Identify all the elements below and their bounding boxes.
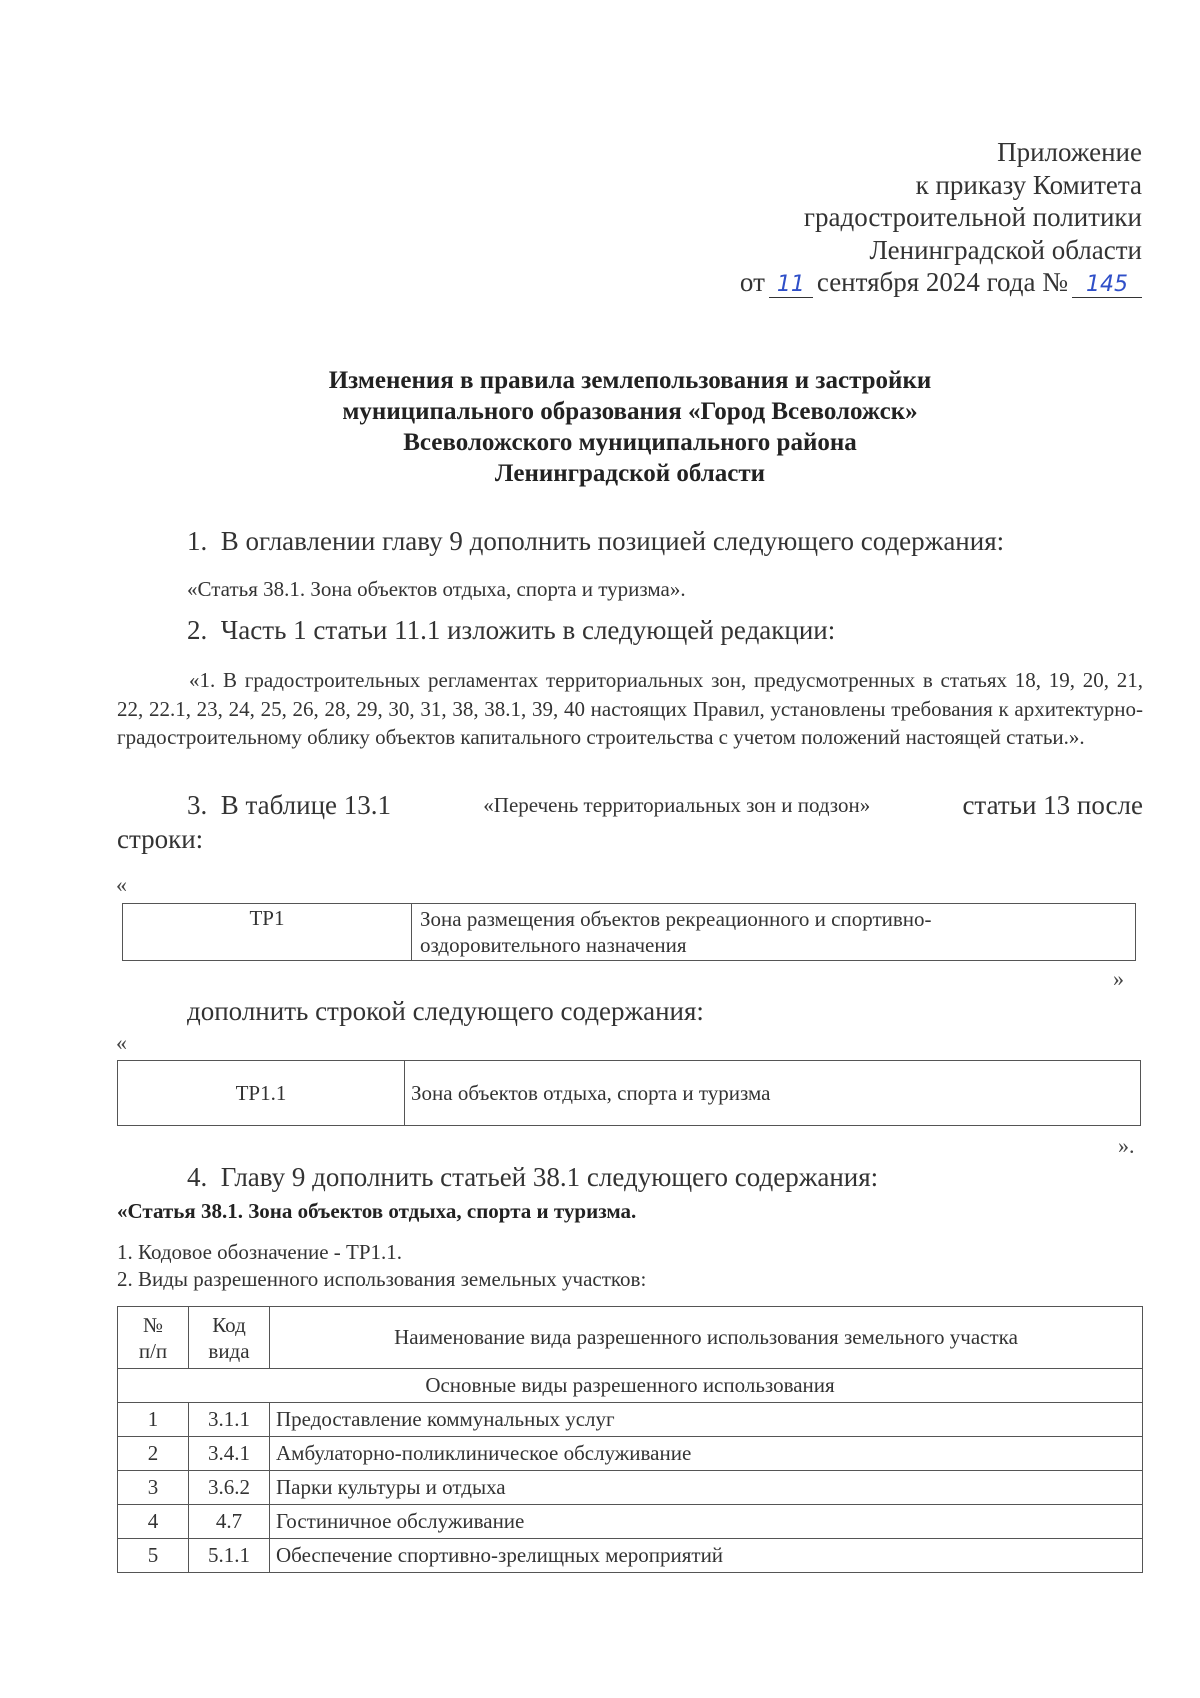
table-row	[118, 1437, 1143, 1471]
table-row	[118, 1539, 1143, 1573]
item-3-suffix: статьи 13 после	[962, 790, 1143, 820]
row-name: Предоставление коммунальных услуг	[270, 1403, 1143, 1437]
title-line-3: Всеволожского муниципального района	[403, 429, 857, 456]
col-header-code-line-1: Код	[212, 1312, 246, 1337]
committee-name: градостроительной политики	[803, 202, 1142, 232]
row-name: Амбулаторно-поликлиническое обслуживание	[270, 1437, 1143, 1471]
quote-close-2: ».	[1118, 1133, 1135, 1158]
row-code: 3.1.1	[189, 1403, 270, 1437]
section-title: Основные виды разрешенного использования	[118, 1369, 1143, 1403]
region-name: Ленинградской области	[869, 234, 1142, 265]
item-3-add-text: дополнить строкой следующего содержания:	[187, 996, 704, 1026]
table-section-row	[118, 1369, 1143, 1403]
row-name: Обеспечение спортивно-зрелищных мероприятий	[270, 1539, 1143, 1573]
item-3-quoted-table-name: «Перечень территориальных зон и подзон»	[483, 793, 871, 817]
col-header-number	[118, 1307, 189, 1369]
item-3-prefix: 3. В таблице 13.1	[187, 790, 392, 820]
table-row	[118, 1471, 1143, 1505]
order-reference: к приказу Комитета	[915, 169, 1142, 200]
col-header-code-line-2: вида	[208, 1338, 250, 1363]
row-number: 3	[118, 1471, 189, 1505]
new-zone-name: Зона объектов отдыха, спорта и туризма	[405, 1061, 1141, 1126]
row-number: 2	[118, 1437, 189, 1471]
table-header-row	[118, 1307, 1143, 1369]
quote-open-2: «	[116, 1030, 127, 1055]
quote-close-1: »	[1113, 966, 1124, 991]
row-number: 5	[118, 1539, 189, 1573]
new-zone-code: ТР1.1	[118, 1061, 405, 1126]
title-line-1: Изменения в правила землепользования и застройки	[328, 367, 932, 394]
code-designation: 1. Кодовое обозначение - ТР1.1.	[117, 1240, 403, 1264]
item-4: 4. Главу 9 дополнить статьей 38.1 следующего содержания:	[187, 1162, 879, 1192]
item-1: 1. В оглавлении главу 9 дополнить позицией следующего содержания:	[187, 526, 1005, 556]
row-number: 4	[118, 1505, 189, 1539]
zone-name-line-2: оздоровительного назначения	[420, 933, 687, 957]
row-number: 1	[118, 1403, 189, 1437]
title-line-4: Ленинградской области	[494, 460, 766, 487]
date-prefix: от	[739, 267, 765, 297]
handwritten-order-number: 145	[1072, 273, 1142, 298]
item-2: 2. Часть 1 статьи 11.1 изложить в следующей редакции:	[187, 615, 836, 645]
item-2-paragraph	[117, 666, 1143, 752]
col-header-name: Наименование вида разрешенного использования земельного участка	[270, 1307, 1143, 1369]
zone-code: ТР1	[123, 904, 412, 961]
zone-name-line-1: Зона размещения объектов рекреационного и спортивно-	[420, 907, 932, 931]
table-row	[118, 1403, 1143, 1437]
document-title	[0, 365, 1200, 489]
appendix-header	[740, 136, 1142, 299]
row-code: 4.7	[189, 1505, 270, 1539]
article-title: «Статья 38.1. Зона объектов отдыха, спорта и туризма.	[117, 1199, 637, 1223]
date-text: сентября 2024 года №	[816, 267, 1068, 297]
row-name: Парки культуры и отдыха	[270, 1471, 1143, 1505]
row-code: 3.4.1	[189, 1437, 270, 1471]
row-code: 3.6.2	[189, 1471, 270, 1505]
zone-name	[412, 904, 1136, 961]
table-row	[118, 1061, 1141, 1126]
item-3-line-2: строки:	[117, 824, 204, 854]
col-header-number-line-2: п/п	[138, 1338, 168, 1363]
permitted-uses-table	[117, 1306, 1143, 1573]
zone-table-new-row	[117, 1060, 1141, 1126]
row-name: Гостиничное обслуживание	[270, 1505, 1143, 1539]
col-header-code	[189, 1307, 270, 1369]
table-row	[123, 904, 1136, 961]
handwritten-day: 11	[769, 273, 813, 298]
order-date-line	[740, 266, 1142, 299]
permitted-uses-heading: 2. Виды разрешенного использования земельных участков:	[117, 1267, 647, 1291]
quote-open-1: «	[116, 872, 127, 897]
row-code: 5.1.1	[189, 1539, 270, 1573]
item-1-sub: «Статья 38.1. Зона объектов отдыха, спорта и туризма».	[187, 577, 686, 601]
title-line-2: муниципального образования «Город Всеволожск»	[342, 398, 918, 425]
table-row	[118, 1505, 1143, 1539]
zone-table-existing-row	[122, 903, 1136, 961]
appendix-label: Приложение	[997, 137, 1142, 167]
col-header-number-line-1: №	[142, 1312, 164, 1337]
item-3-line-1	[117, 790, 1143, 821]
item-2-paragraph-text: «1. В градостроительных регламентах территориальных зон, предусмотренных в статьях 18, 19, 20, 21, 22, 22.1, 23, 24, 25, 26, 28, 29, 30, 31, 38, 38.1, 39, 40 настоящих Правил, установлены требования к архитектурно-градостроительному облику объектов капитального строительства с учетом положений настоящей статьи.».	[117, 668, 1143, 749]
